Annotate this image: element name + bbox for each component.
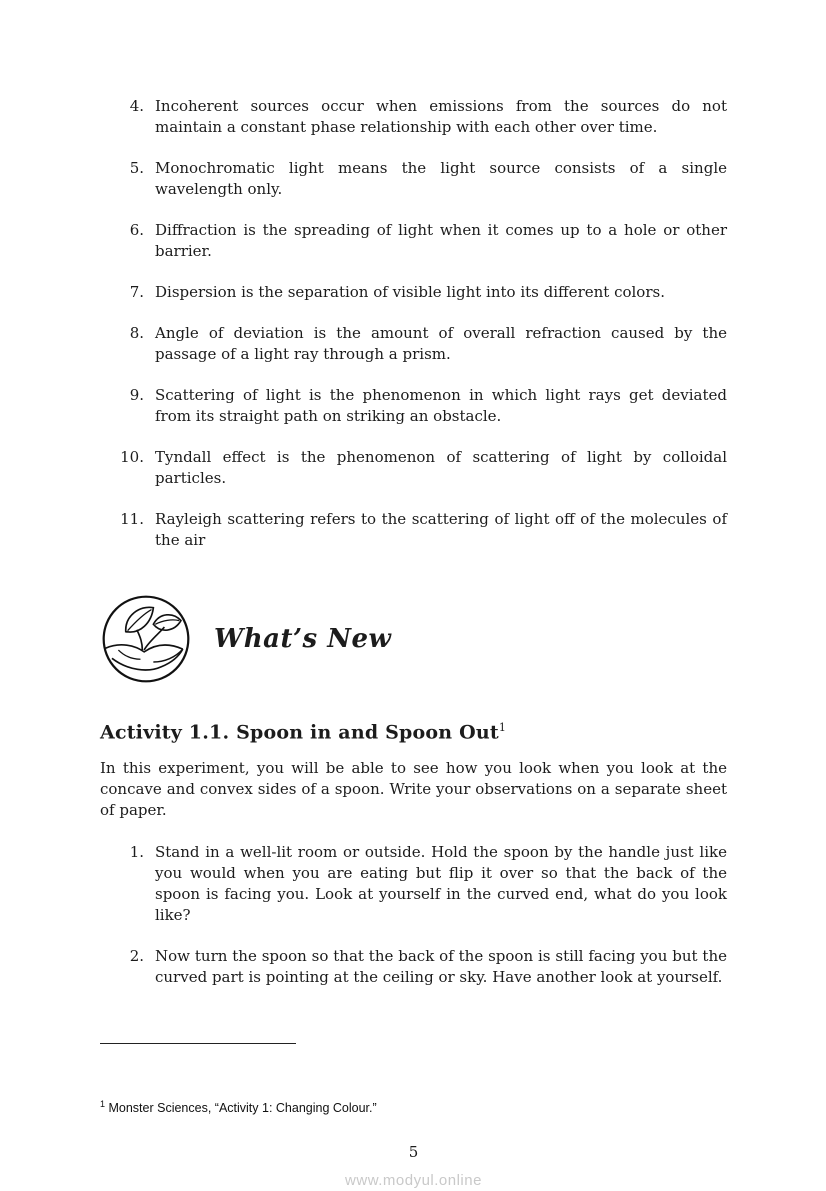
activity-intro: In this experiment, you will be able to see how you look when you look at the concave and convex sides of a spoon. Write your observations on a separate sheet of paper.	[100, 759, 727, 820]
item-number: 4.	[129, 97, 144, 115]
list-item	[100, 220, 727, 262]
item-number: 6.	[129, 221, 144, 239]
item-number: 7.	[129, 283, 144, 301]
item-text: Diffraction is the spreading of light when it comes up to a hole or other barrier.	[155, 221, 727, 260]
list-item	[100, 946, 727, 988]
list-item	[100, 842, 727, 926]
list-item	[100, 282, 727, 303]
list-item	[100, 158, 727, 200]
footnote-text: Monster Sciences, “Activity 1: Changing Colour.”	[105, 1101, 377, 1116]
item-text: Stand in a well-lit room or outside. Hold the spoon by the handle just like you would when you are eating but flip it over so that the back of the spoon is facing you. Look at yourself in the curved end, what do you look like?	[155, 843, 727, 925]
list-item	[100, 323, 727, 365]
list-item	[100, 96, 727, 138]
item-number: 2.	[129, 947, 144, 966]
item-text: Incoherent sources occur when emissions from the sources do not maintain a constant phase relationship with each other over time.	[155, 97, 727, 136]
list-item	[100, 385, 727, 427]
watermark: www.modyul.online	[345, 1172, 482, 1190]
whats-new-title: What’s New	[214, 623, 392, 654]
footnote-marker: 1	[100, 1099, 106, 1110]
page-number: 5	[408, 1143, 419, 1162]
item-text: Monochromatic light means the light source consists of a single wavelength only.	[155, 159, 727, 198]
plant-in-hand-icon	[100, 593, 192, 685]
activity-title	[100, 717, 727, 743]
list-item	[100, 447, 727, 489]
footnote	[100, 1096, 727, 1116]
section-header-whats-new	[100, 593, 727, 685]
item-number: 10.	[120, 448, 144, 466]
item-text: Angle of deviation is the amount of overall refraction caused by the passage of a light ray through a prism.	[155, 324, 727, 363]
list-item	[100, 509, 727, 551]
activity-title-text: Activity 1.1. Spoon in and Spoon Out	[100, 721, 499, 744]
item-number: 5.	[129, 159, 144, 177]
item-number: 1.	[129, 843, 144, 862]
item-number: 9.	[129, 386, 144, 404]
item-text: Tyndall effect is the phenomenon of scattering of light by colloidal particles.	[155, 448, 727, 487]
glossary-list	[100, 96, 727, 551]
item-text: Scattering of light is the phenomenon in which light rays get deviated from its straight path on striking an obstacle.	[155, 386, 727, 425]
footnote-separator	[100, 1043, 296, 1044]
item-number: 11.	[120, 510, 144, 528]
footnote-marker: 1	[498, 721, 507, 734]
item-number: 8.	[129, 324, 144, 342]
item-text: Rayleigh scattering refers to the scattering of light off of the molecules of the air	[155, 510, 727, 549]
item-text: Dispersion is the separation of visible light into its different colors.	[155, 283, 665, 301]
item-text: Now turn the spoon so that the back of the spoon is still facing you but the curved part is pointing at the ceiling or sky. Have another look at yourself.	[155, 947, 727, 987]
activity-steps	[100, 842, 727, 988]
